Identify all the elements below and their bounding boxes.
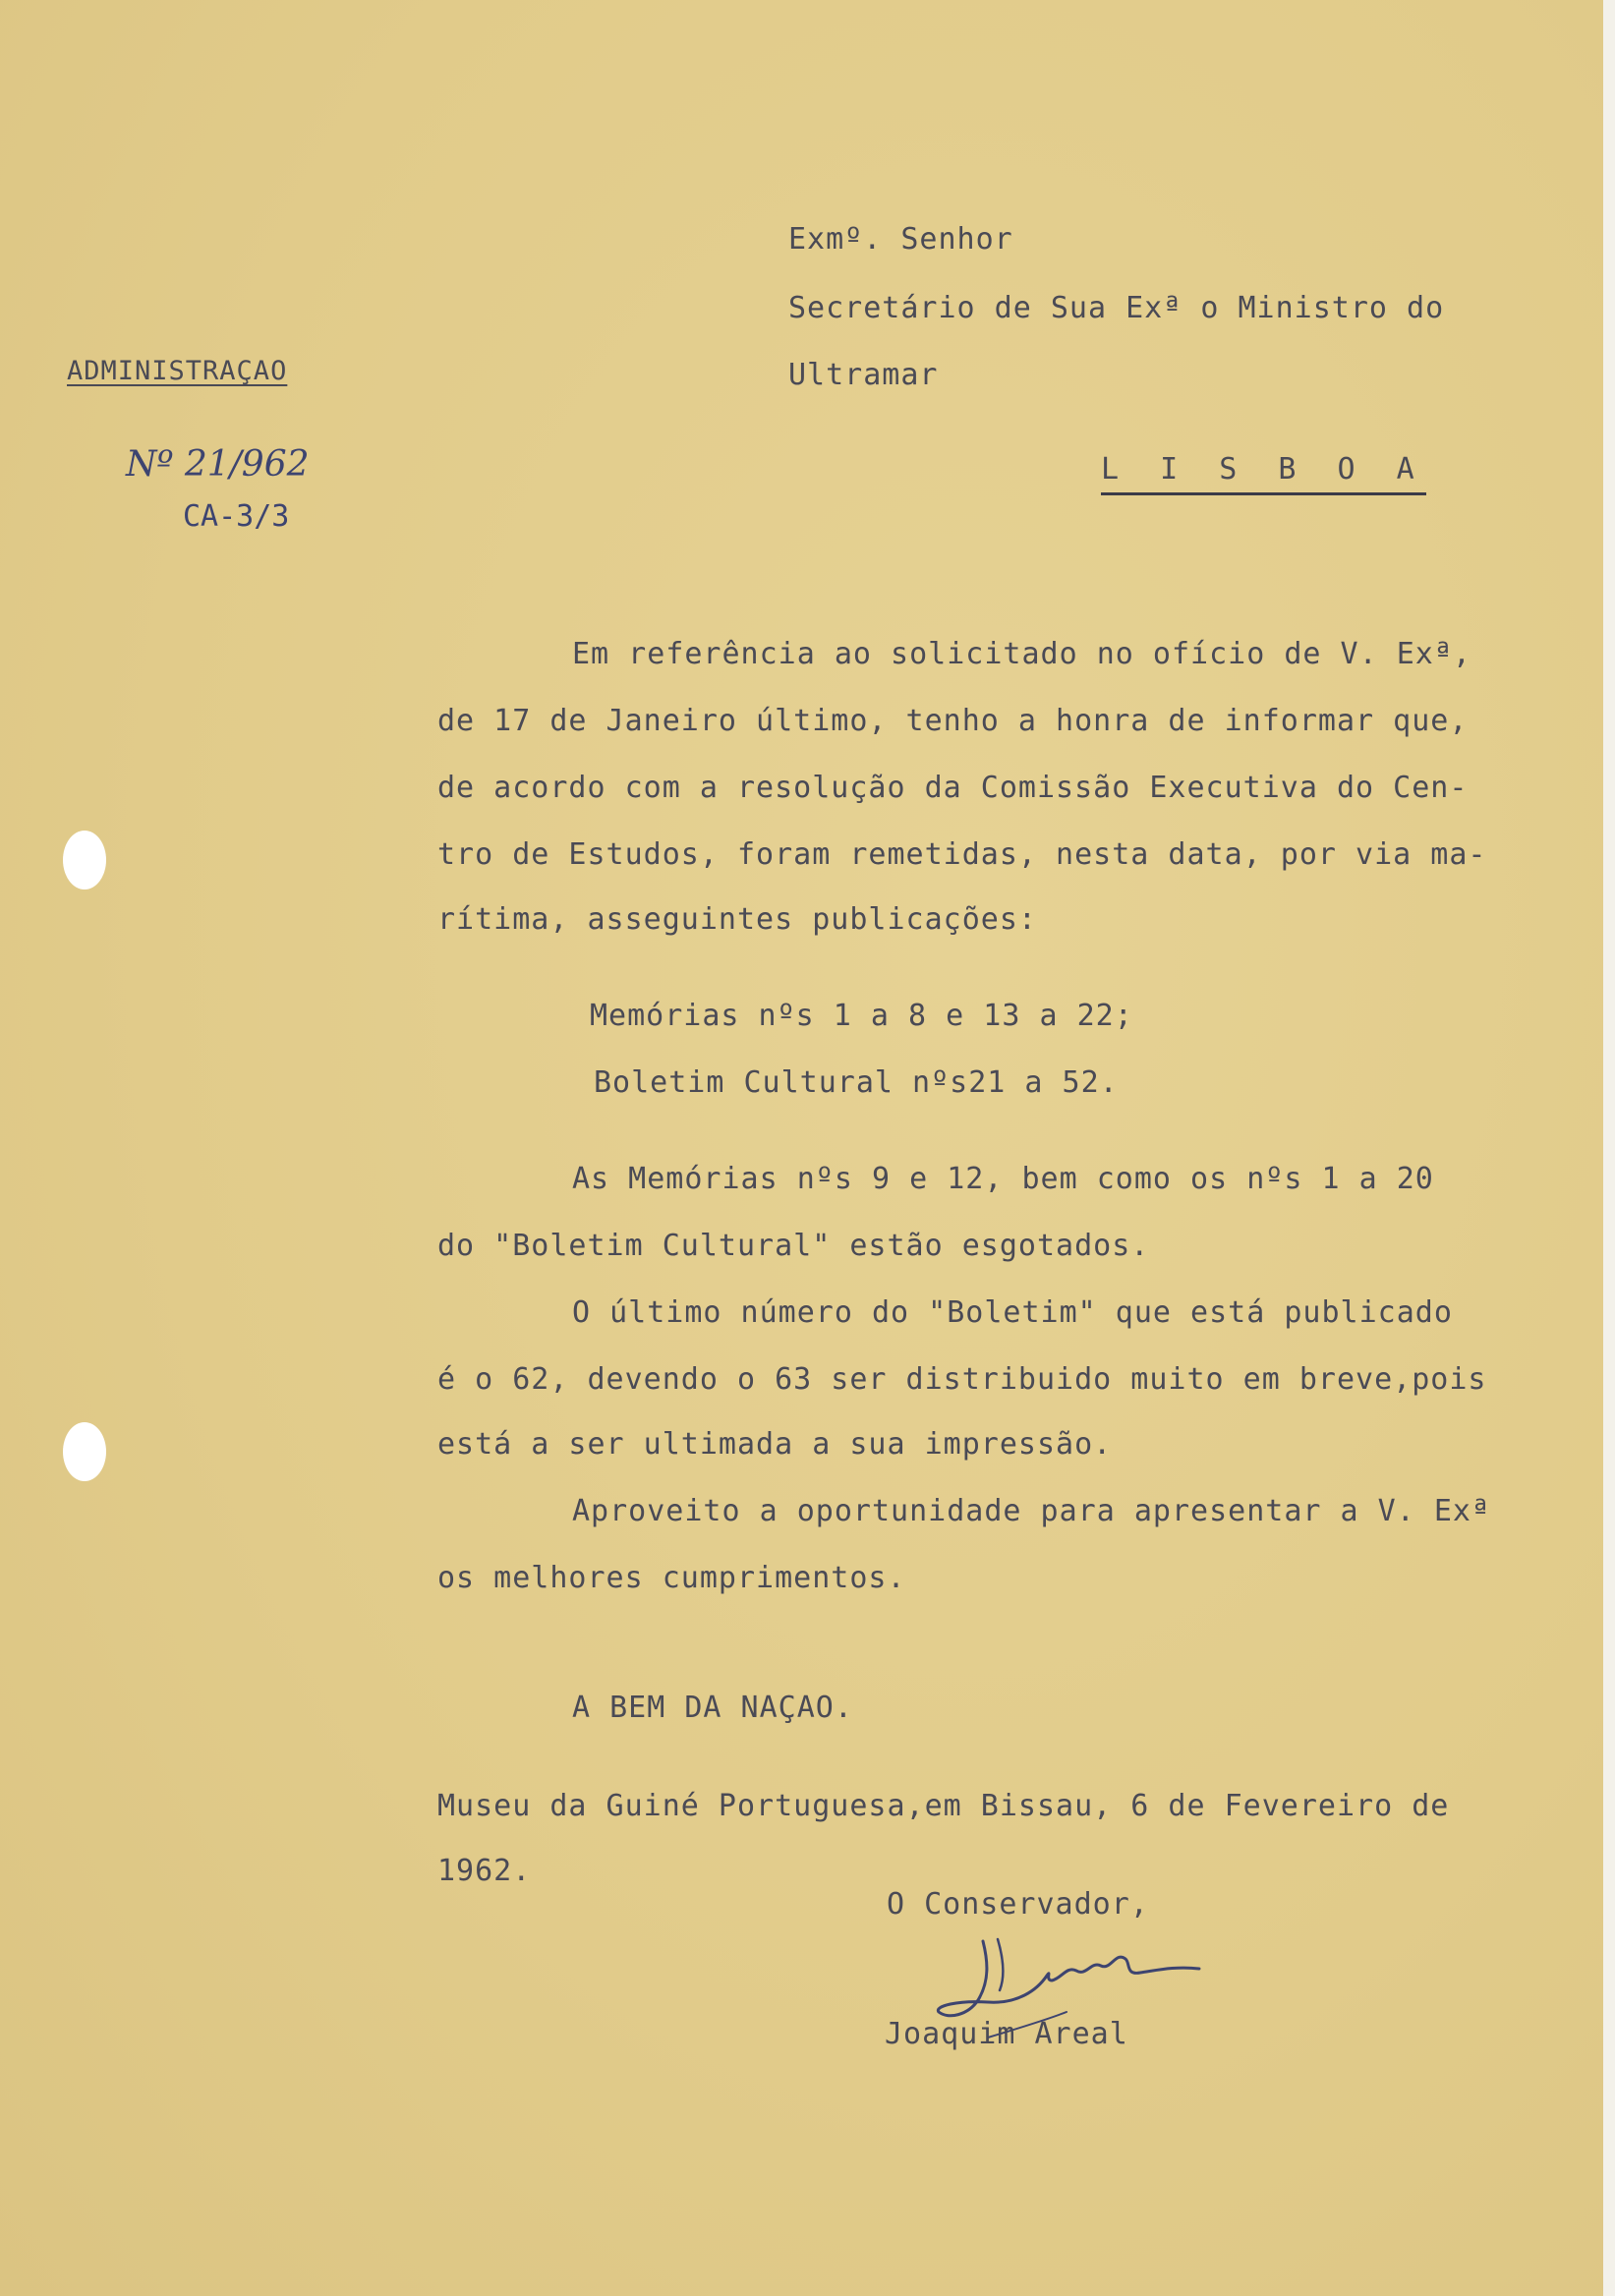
body-line: As Memórias nºs 9 e 12, bem como os nºs 1 a 20 (572, 1162, 1434, 1196)
place-date-year: 1962. (437, 1854, 532, 1888)
body-line: de 17 de Janeiro último, tenho a honra de informar que, (437, 704, 1469, 738)
body-line: rítima, asseguintes publicações: (437, 902, 1037, 937)
body-line: Em referência ao solicitado no ofício de V. Exª, (572, 637, 1471, 671)
reference-number: Nº 21/962 (126, 444, 310, 485)
publication-list-item: Boletim Cultural nºs21 a 52. (594, 1065, 1119, 1100)
department-label: ADMINISTRAÇAO (67, 356, 288, 386)
body-line: do "Boletim Cultural" estão esgotados. (437, 1229, 1150, 1263)
place-date: Museu da Guiné Portuguesa,em Bissau, 6 de Fevereiro de (437, 1789, 1450, 1823)
addressee-ministry: Ultramar (788, 358, 939, 392)
signatory-title: O Conservador, (887, 1887, 1149, 1922)
punch-hole (63, 1422, 106, 1481)
addressee-city: L I S B O A (1101, 452, 1426, 495)
punch-hole (63, 831, 106, 890)
closing-motto: A BEM DA NAÇAO. (572, 1691, 853, 1725)
reference-code: CA-3/3 (183, 499, 290, 534)
addressee-salutation: Exmº. Senhor (788, 222, 1013, 257)
body-line: é o 62, devendo o 63 ser distribuido muito em breve,pois (437, 1362, 1487, 1397)
body-line: O último número do "Boletim" que está publicado (572, 1295, 1453, 1330)
body-line: de acordo com a resolução da Comissão Executiva do Cen- (437, 771, 1469, 805)
body-line: tro de Estudos, foram remetidas, nesta data, por via ma- (437, 837, 1487, 872)
body-line: Aproveito a oportunidade para apresentar a V. Exª (572, 1494, 1491, 1528)
body-line: os melhores cumprimentos. (437, 1561, 906, 1595)
body-line: está a ser ultimada a sua impressão. (437, 1427, 1113, 1462)
publication-list-item: Memórias nºs 1 a 8 e 13 a 22; (590, 999, 1133, 1033)
page-edge (1603, 0, 1615, 2296)
addressee-title: Secretário de Sua Exª o Ministro do (788, 291, 1445, 325)
signatory-name: Joaquim Areal (885, 2017, 1128, 2051)
